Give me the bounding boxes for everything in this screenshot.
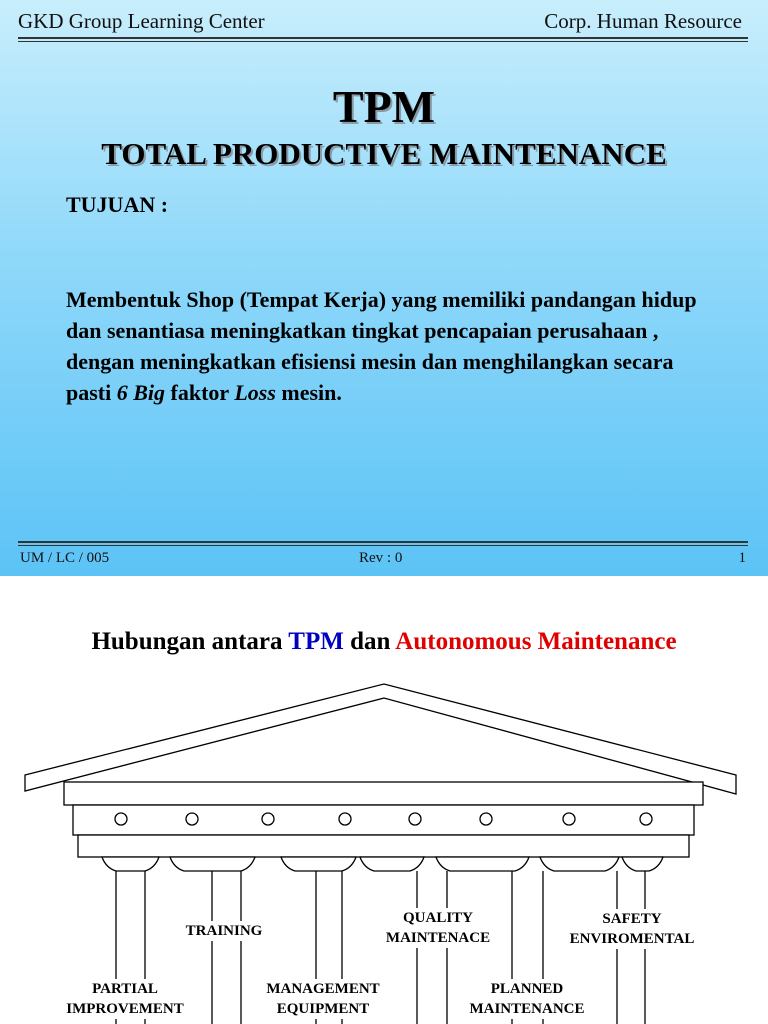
- pillar-label-safety-environmental: SAFETY ENVIROMENTAL: [552, 909, 712, 949]
- footer-doc-code: UM / LC / 005: [20, 550, 110, 566]
- slide-title: TPM: [332, 81, 436, 132]
- header-department: Corp. Human Resource: [544, 9, 742, 33]
- temple-roof: [25, 684, 736, 794]
- relation-title-autonomous: Autonomous Maintenance: [395, 628, 677, 655]
- relation-title: [0, 628, 768, 656]
- relation-title-prefix: Hubungan antara: [91, 628, 289, 655]
- footer-rule: [18, 541, 748, 543]
- objective-text-3: mesin.: [275, 380, 342, 405]
- slide-subtitle: TOTAL PRODUCTIVE MAINTENANCE: [101, 136, 667, 171]
- footer-revision: Rev : 0: [359, 550, 403, 566]
- temple-architrave: [78, 835, 689, 857]
- relation-title-middle: dan: [343, 628, 396, 655]
- objective-emphasis-loss: Loss: [234, 380, 276, 405]
- temple-cornice: [64, 782, 703, 805]
- temple-frieze: [73, 805, 694, 835]
- header-rule-thin: [18, 41, 748, 42]
- footer-rule-thin: [18, 545, 748, 546]
- objective-text-2: faktor: [165, 380, 235, 405]
- objective-emphasis-6big: 6 Big: [116, 380, 166, 405]
- footer-page-number: 1: [738, 550, 746, 566]
- slide-2: [0, 590, 768, 1024]
- pillar-label-planned-maintenance: PLANNED MAINTENANCE: [454, 979, 600, 1019]
- header-organization: GKD Group Learning Center: [18, 9, 265, 33]
- tujuan-label: TUJUAN :: [66, 192, 169, 217]
- header-rule: [18, 37, 748, 39]
- relation-title-tpm: TPM: [288, 628, 344, 655]
- pillar-label-training: TRAINING: [164, 921, 284, 941]
- pillar-capitals: [102, 857, 663, 871]
- pillar-label-partial-improvement: PARTIAL IMPROVEMENT: [52, 979, 198, 1019]
- pillar-label-quality-maintenance: QUALITY MAINTENACE: [370, 908, 506, 948]
- pillar-label-management-equipment: MANAGEMENT EQUIPMENT: [250, 979, 396, 1019]
- objective-text-1: Membentuk Shop (Tempat Kerja) yang memiliki pandangan hidup dan senantiasa meningkatkan tingkat pencapaian perusahaan , dengan meningkatkan efisiensi mesin dan menghilangkan secara pasti: [66, 287, 697, 405]
- objective-paragraph: [66, 284, 706, 408]
